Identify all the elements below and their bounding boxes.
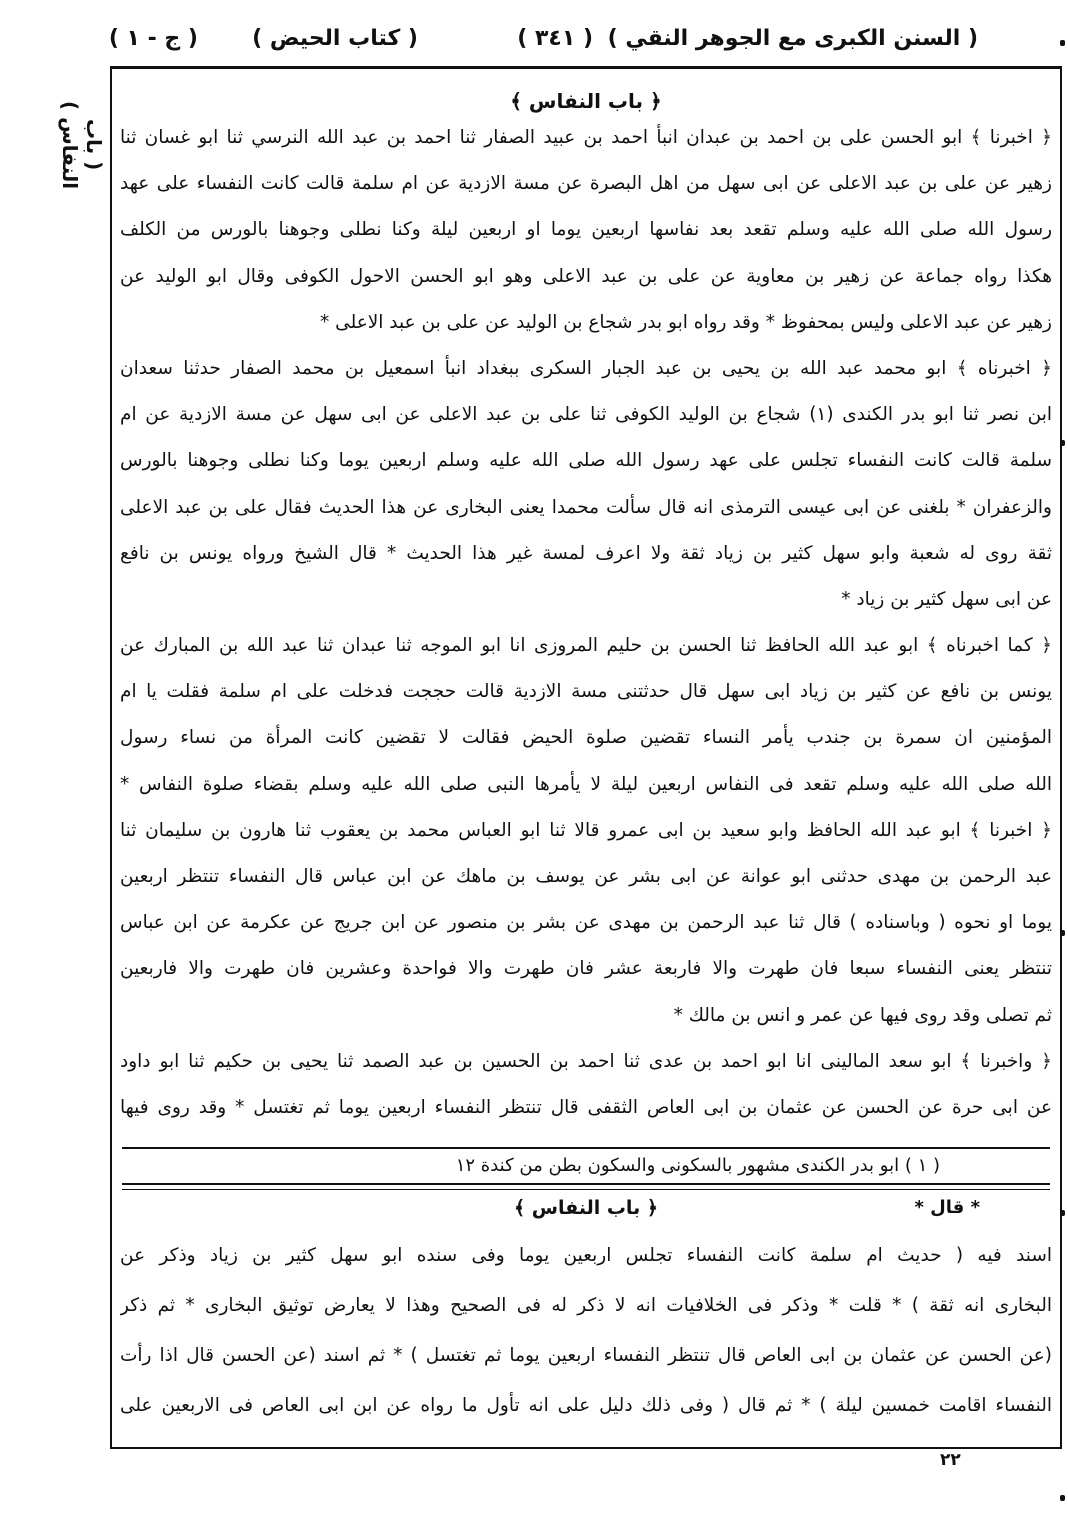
running-header-chapter: ( كتاب الحيض ) xyxy=(252,26,418,51)
text-line: رسول الله صلى الله عليه وسلم تقعد بعد نفاسها اربعين يوما او اربعين ليلة وكنا نطلى وجوهنا بالورس من الكلف xyxy=(120,219,1052,241)
text-line: سلمة قالت كانت النفساء تجلس على عهد رسول الله صلى الله عليه وسلم اربعين يوما وكنا نطلى وجوهنا بالورس xyxy=(120,450,1052,472)
text-line: ثقة روى له شعبة وابو سهل كثير بن زياد ثقة ولا اعرف لمسة غير هذا الحديث * قال الشيخ ورواه يونس بن نافع xyxy=(120,542,1052,564)
text-line: ﴿ اخبرناه ﴾ ابو محمد عبد الله بن يحيى بن عبد الجبار السكرى ببغداد انبأ اسمعيل بن محمد الصفار حدثنا سعدان xyxy=(120,357,1052,379)
scan-mark xyxy=(1060,1495,1065,1501)
section-title: ﴿ باب النفاس ﴾ xyxy=(510,89,662,113)
text-line: تنتظر يعنى النفساء سبعا فان طهرت والا فاربعة عشر فان طهرت والا فواحدة وعشرين فان طهرت والا فاربعين xyxy=(120,958,1052,980)
commentary-qal: * قال * xyxy=(914,1197,980,1218)
text-line: عبد الرحمن بن مهدى حدثنى ابو عوانة عن ابى بشر عن يوسف بن ماهك عن ابن عباس قال النفساء تنتظر اربعين xyxy=(120,866,1052,887)
text-line: هكذا رواه جماعة عن زهير بن معاوية عن على بن عبد الاعلى وهو ابو الحسن الاحول الكوفى وقال ابو الوليد عن xyxy=(120,265,1052,287)
main-text xyxy=(120,115,1052,1131)
text-line: يونس بن نافع عن كثير بن زياد ابى سهل قال حدثتنى مسة الازدية قالت حججت فدخلت على ام سلمة فقلت يا ام xyxy=(120,681,1052,703)
running-header-book-title: ( السنن الكبرى مع الجوهر النقي ) xyxy=(607,26,978,51)
commentary-line: (عن الحسن عن عثمان بن ابى العاص قال تنتظر النفساء اربعين يوما ثم تغتسل ) * ثم اسند (عن الحسن قال اذا رأت xyxy=(120,1345,1052,1366)
text-line: ﴿ اخبرنا ﴾ ابو عبد الله الحافظ وابو سعيد بن ابى عمرو قالا ثنا ابو العباس محمد بن يعقوب ثنا هارون بن سليمان ثنا xyxy=(120,819,1052,841)
commentary-line: البخارى انه ثقة ) * قلت * وذكر فى الخلافيات انه لا ذكر له فى الصحيح وهذا لا يعارض توثيق البخارى * ثم ذكر xyxy=(120,1295,1052,1316)
commentary-text xyxy=(120,1231,1052,1431)
text-line: ﴿ كما اخبرناه ﴾ ابو عبد الله الحافظ ثنا الحسن بن حليم المروزى انا ابو الموجه ثنا عبدان ثنا عبد الله بن المبارك عن xyxy=(120,635,1052,657)
signature-number: ٢٢ xyxy=(940,1450,961,1470)
scan-mark xyxy=(1060,1210,1065,1216)
commentary-line: النفساء اقامت خمسين ليلة ) * ثم قال ( وفى ذلك دليل على انه تأول ما رواه عن ابن ابى العاص فى الاربعين على xyxy=(120,1395,1052,1416)
commentary-divider xyxy=(122,1183,1050,1185)
scan-mark xyxy=(1060,930,1065,936)
text-line: ابن نصر ثنا ابو بدر الكندى (١) شجاع بن الوليد الكوفى ثنا على بن عبد الاعلى عن ابى سهل عن مسة الازدية عن ام xyxy=(120,404,1052,426)
running-header-volume: ( ج - ١ ) xyxy=(108,26,198,51)
commentary-line: اسند فيه ( حديث ام سلمة كانت النفساء تجلس اربعين يوما وفى سنده ابو سهل كثير بن زياد وذكر عن xyxy=(120,1245,1052,1266)
text-line: زهير عن على بن عبد الاعلى عن ابى سهل من اهل البصرة عن مسة الازدية عن ام سلمة قالت كانت النفساء على عهد xyxy=(120,173,1052,195)
footnote: ( ١ ) ابو بدر الكندى مشهور بالسكونى والسكون بطن من كندة ١٢ xyxy=(455,1155,940,1176)
page-text-frame xyxy=(110,66,1062,1449)
text-line: ﴿ واخبرنا ﴾ ابو سعد المالينى انا ابو احمد بن عدى ثنا احمد بن الحسين بن عبد الصمد ثنا يحيى بن حكيم ثنا ابو داود xyxy=(120,1050,1052,1072)
text-line: زهير عن عبد الاعلى وليس بمحفوظ * وقد رواه ابو بدر شجاع بن الوليد عن على بن عبد الاعلى * xyxy=(320,311,1052,333)
text-line: الله صلى الله عليه وسلم تقعد فى النفاس اربعين ليلة لا يأمرها النبى صلى الله عليه وسلم بقضاء صلوة النفاس * xyxy=(120,773,1052,795)
text-line: ﴿ اخبرنا ﴾ ابو الحسن على بن احمد بن عبدان انبأ احمد بن عبيد الصفار ثنا احمد بن عبد الله النرسي ثنا ابو غسان ثنا xyxy=(120,127,1052,148)
text-line: ثم تصلى وقد روى فيها عن عمر و انس بن مالك * xyxy=(673,1004,1052,1026)
scan-mark xyxy=(1060,440,1065,446)
commentary-title: ﴿ باب النفاس ﴾ xyxy=(514,1197,658,1219)
commentary-divider-inner xyxy=(122,1189,1050,1190)
text-line: يوما او نحوه ( وباسناده ) قال ثنا عبد الرحمن بن مهدى عن بشر بن منصور عن ابن جريج عن عكرمة عن ابن عباس xyxy=(120,912,1052,934)
scan-mark xyxy=(1060,40,1065,46)
text-line: عن ابى حرة عن الحسن عن عثمان بن ابى العاص الثقفى قال تنتظر النفساء اربعين يوما ثم تغتسل * وقد روى فيها xyxy=(120,1096,1052,1118)
text-line: المؤمنين ان سمرة بن جندب يأمر النساء تقضين صلوة الحيض فقالت لا تقضين كانت المرأة من نساء رسول xyxy=(120,727,1052,749)
text-line: والزعفران * بلغنى عن ابى عيسى الترمذى انه قال سألت محمدا يعنى البخارى عن هذا الحديث فقال على بن عبد الاعلى xyxy=(120,496,1052,518)
footnote-divider xyxy=(122,1147,1050,1149)
margin-section-label: ( باب النفاس ) xyxy=(58,100,106,190)
text-line: عن ابى سهل كثير بن زياد * xyxy=(841,588,1052,610)
running-header-page-number: ( ٣٤١ ) xyxy=(517,26,593,51)
